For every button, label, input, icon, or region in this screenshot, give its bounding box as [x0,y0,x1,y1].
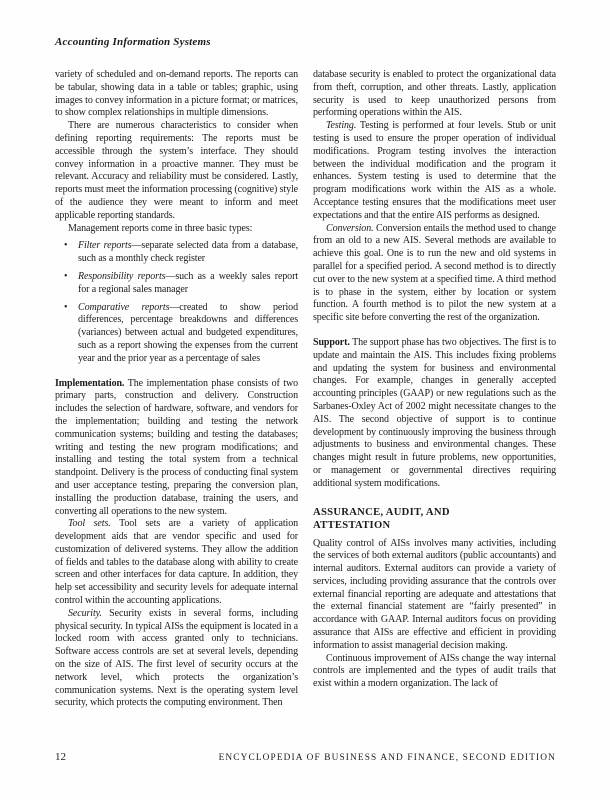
list-item [55,240,298,266]
bullet-icon: • [64,240,68,252]
list-item-body: —such as a weekly sales report for a regional sales manager [78,270,298,295]
two-column-body [55,69,556,710]
paragraph [55,608,298,710]
paragraph: database security is enabled to protect the organizational data from theft, corruption, and other threats. Lastly, application security is used to keep unauthorized persons from performing operations within the AIS. [313,69,556,119]
paragraph-body: The implementation phase consists of two primary parts, construction and delivery. Construction includes the selection of hardware, software, and vendors for the implementation; building and testing the network communication systems; building and testing the databases; writing and testing the new program modifications; and installing and testing the total system from a technical standpoint. Delivery is the process of conducting final system and user acceptance testing, preparing the conversion plan, installing the production database, training the users, and converting all operations to the new system. [55,377,298,517]
paragraph: Continuous improvement of AISs change the way internal controls are implemented and the types of audit trails that exist within a modern organization. The lack of [313,652,556,690]
paragraph-body: Tool sets are a variety of application development aids that are vendor specific and used for customization of delivered systems. They allow the addition of fields and tables to the database along with ability to create screen and other interfaces for data capture. In addition, they help set accessibility and security levels for adequate internal control within the accounting applications. [55,518,298,607]
run-in-heading: Implementation. [55,377,125,389]
paragraph-body: The support phase has two objectives. The first is to update and maintain the AIS. This includes fixing problems and updating the system for business and environmental changes. For example, changes in generally accepted accounting principles (GAAP) or new regulations such as the Sarbanes-Oxley Act of 2002 might necessitate changes to the AIS. The second objective of support is to continue development by continuously improving the business through adjustments to business and environmental changes. These changes might result in future problems, new opportunities, or management or governmental directives requiring additional system modifications. [313,336,556,489]
paragraph: variety of scheduled and on-demand reports. The reports can be tabular, showing data in a table or tables; graphic, using images to convey information in a picture format; or matrices, to show complex relationships in multiple dimensions. [55,69,298,119]
paragraph: Management reports come in three basic types: [68,222,253,234]
page-number: 12 [55,751,66,763]
paragraph [313,120,556,222]
list-item [55,302,298,366]
footer [55,751,556,763]
list-item-text [78,240,298,266]
right-column [313,69,556,710]
run-in-heading: Support. [313,336,350,348]
list-item-body: —created to show period differences, percentage breakdowns and differences (variances) between actual and budgeted expenditures, such as a report showing the expenses from the current year and the prior year as a percentage of sales [78,301,298,364]
run-in-heading: Testing. [326,120,357,132]
paragraph [55,378,298,519]
list-item [55,271,298,297]
section-heading: ASSURANCE, AUDIT, AND ATTESTATION [313,506,450,531]
paragraph: There are numerous characteristics to consider when defining reporting requirements: The reports must be accessible through the system’s interface. They should convey information in a proactive manner. They must be relevant. Accuracy and reliability must be considered. Lastly, reports must meet the information processing (cognitive) style of the audience they were meant to inform and meet applicable reporting standards. [55,120,298,221]
bullet-icon: • [64,301,68,313]
paragraph-body: Testing is performed at four levels. Stub or unit testing is used to ensure the proper operation of individual modifications. Program testing involves the interaction between the individual modification and the program it enhances. System testing is used to determine that the program modifications work within the AIS as a whole. Acceptance testing ensures that the modifications meet user expectations and that the entire AIS performs as designed. [313,120,556,221]
running-header: Accounting Information Systems [55,36,211,48]
book-title: ENCYCLOPEDIA OF BUSINESS AND FINANCE, SECOND EDITION [218,753,556,763]
left-column [55,69,298,710]
paragraph: Quality control of AISs involves many activities, including the services of both external auditors (public accountants) and internal auditors. External auditors can provide a variety of services, including providing assurance that the controls over external financial reporting are adequate and attestations that the external financial statement are “fairly presented” in accordance with GAAP. Internal auditors focus on providing assurance that AISs are effective and efficient in providing information to assist managerial decision making. [313,537,556,651]
paragraph [313,337,556,491]
paragraph [313,223,556,325]
bullet-icon: • [64,270,68,282]
bullet-list [55,240,298,365]
paragraph-body: Conversion entails the method used to change from an old to a new AIS. Several methods are available to achieve this goal. One is to run the new and old systems in parallel for a specified period. A second method is to directly cut over to the new system at a specified time. A third method is to phase in the system, either by location or system function. A fourth method is to pilot the new system at a specific site before converting the rest of the organization. [313,222,556,324]
run-in-heading: Tool sets. [68,518,111,530]
list-item-body: —separate selected data from a database, such as a monthly check register [78,240,298,265]
paragraph [55,518,298,608]
list-item-text [78,302,298,366]
run-in-heading: Conversion. [326,222,374,234]
list-item-lead: Responsibility reports [78,270,166,282]
list-item-lead: Filter reports [78,240,132,252]
list-item-text [78,271,298,297]
run-in-heading: Security. [68,607,102,619]
paragraph-body: Security exists in several forms, including physical security. In typical AISs the equipment is located in a locked room with access granted only to technicians. Software access controls are set at several levels, depending on the size of AIS. The first level of security occurs at the network level, which protects the organization’s communication systems. Next is the operating system level security, which protects the computing environment. Then [55,607,298,709]
list-item-lead: Comparative reports [78,301,170,313]
